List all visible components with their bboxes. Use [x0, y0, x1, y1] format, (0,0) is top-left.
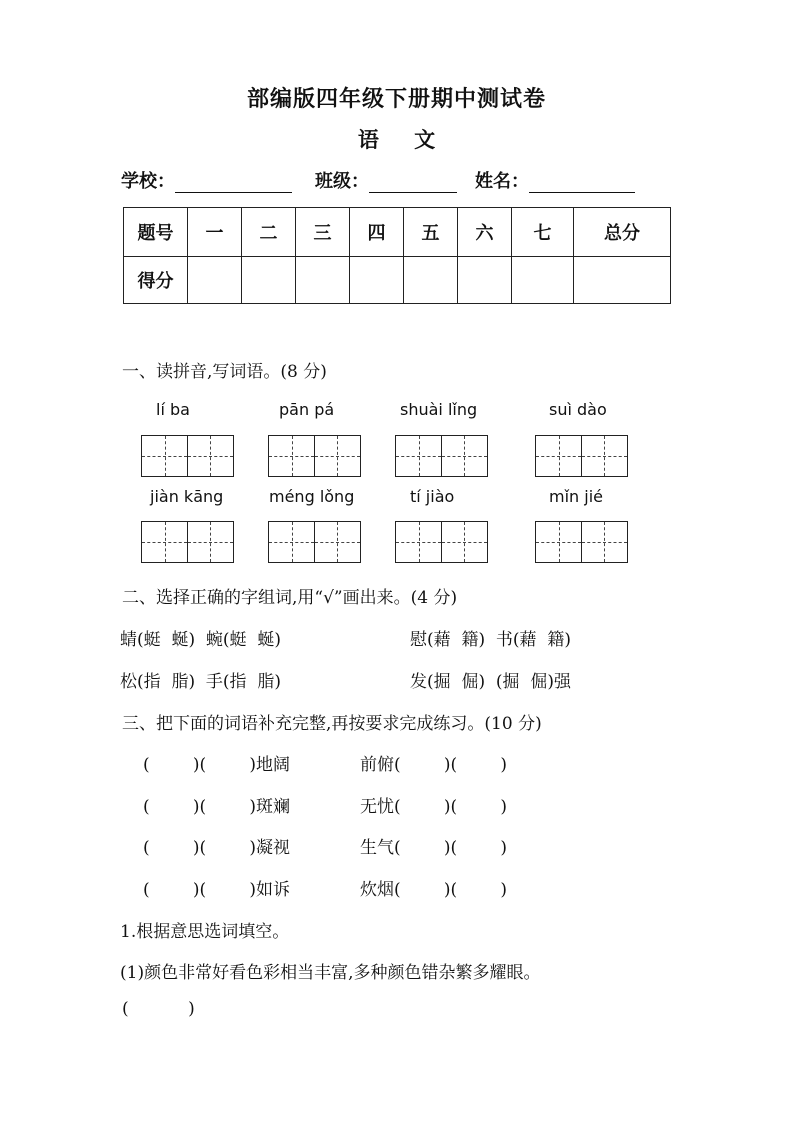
score-cell[interactable] [188, 257, 242, 304]
section3-heading: 三、把下面的词语补充完整,再按要求完成练习。(10 分) [122, 714, 542, 734]
table-row [124, 257, 671, 304]
choice-item[interactable]: 发(掘 倔) (掘 倔)强 [410, 672, 571, 692]
name-field [475, 167, 635, 193]
score-table [123, 207, 671, 304]
fill-blank-item[interactable]: ( )( )斑斓 [143, 797, 290, 817]
writing-grid[interactable] [141, 435, 234, 477]
choice-item[interactable]: 松(指 脂) 手(指 脂) [120, 672, 281, 692]
score-cell[interactable] [574, 257, 671, 304]
section1-heading: 一、读拼音,写词语。(8 分) [122, 362, 327, 382]
pinyin: pān pá [279, 400, 335, 419]
school-field [121, 167, 292, 193]
school-blank[interactable] [175, 172, 292, 193]
table-cell: 七 [512, 208, 574, 257]
writing-grid[interactable] [535, 435, 628, 477]
writing-grid[interactable] [535, 521, 628, 563]
pinyin: méng lǒng [269, 487, 355, 506]
class-blank[interactable] [369, 172, 457, 193]
pinyin: jiàn kāng [150, 487, 224, 506]
pinyin: lí ba [156, 400, 190, 419]
fill-blank-item[interactable]: ( )( )地阔 [143, 755, 290, 775]
choice-item[interactable]: 蜻(蜓 蜒) 蜿(蜓 蜒) [120, 630, 281, 650]
name-label: 姓名： [475, 171, 529, 192]
question-1: 1.根据意思选词填空。 [120, 922, 290, 942]
choice-item[interactable]: 慰(藉 籍) 书(藉 籍) [410, 630, 571, 650]
table-cell: 总分 [574, 208, 671, 257]
pinyin: mǐn jié [549, 487, 603, 506]
table-cell: 题号 [124, 208, 188, 257]
score-cell[interactable] [242, 257, 296, 304]
fill-blank-item[interactable]: 前俯( )( ) [360, 755, 507, 775]
table-cell: 二 [242, 208, 296, 257]
fill-blank-item[interactable]: 无忧( )( ) [360, 797, 507, 817]
table-cell: 五 [404, 208, 458, 257]
pinyin: suì dào [549, 400, 607, 419]
writing-grid[interactable] [395, 521, 488, 563]
name-blank[interactable] [529, 172, 635, 193]
question-1-1: (1)颜色非常好看色彩相当丰富,多种颜色错杂繁多耀眼。 [120, 963, 541, 983]
pinyin: shuài lǐng [400, 400, 478, 419]
table-row [124, 208, 671, 257]
writing-grid[interactable] [268, 435, 361, 477]
score-cell[interactable] [296, 257, 350, 304]
table-cell: 得分 [124, 257, 188, 304]
writing-grid[interactable] [395, 435, 488, 477]
table-cell: 六 [458, 208, 512, 257]
score-cell[interactable] [350, 257, 404, 304]
table-cell: 三 [296, 208, 350, 257]
score-cell[interactable] [404, 257, 458, 304]
section2-heading: 二、选择正确的字组词,用“√”画出来。(4 分) [122, 588, 458, 608]
fill-blank-item[interactable]: 炊烟( )( ) [360, 880, 507, 900]
school-label: 学校： [121, 171, 175, 192]
fill-blank-item[interactable]: ( )( )凝视 [143, 838, 290, 858]
fill-blank-item[interactable]: 生气( )( ) [360, 838, 507, 858]
score-cell[interactable] [512, 257, 574, 304]
page-title: 部编版四年级下册期中测试卷 [246, 86, 546, 112]
writing-grid[interactable] [141, 521, 234, 563]
table-cell: 四 [350, 208, 404, 257]
subject-title: 语 文 [357, 127, 436, 152]
score-cell[interactable] [458, 257, 512, 304]
class-label: 班级： [315, 171, 369, 192]
writing-grid[interactable] [268, 521, 361, 563]
pinyin: tí jiào [410, 487, 455, 506]
class-field [315, 167, 457, 193]
answer-blank[interactable]: ( ) [122, 999, 195, 1019]
fill-blank-item[interactable]: ( )( )如诉 [143, 880, 290, 900]
table-cell: 一 [188, 208, 242, 257]
